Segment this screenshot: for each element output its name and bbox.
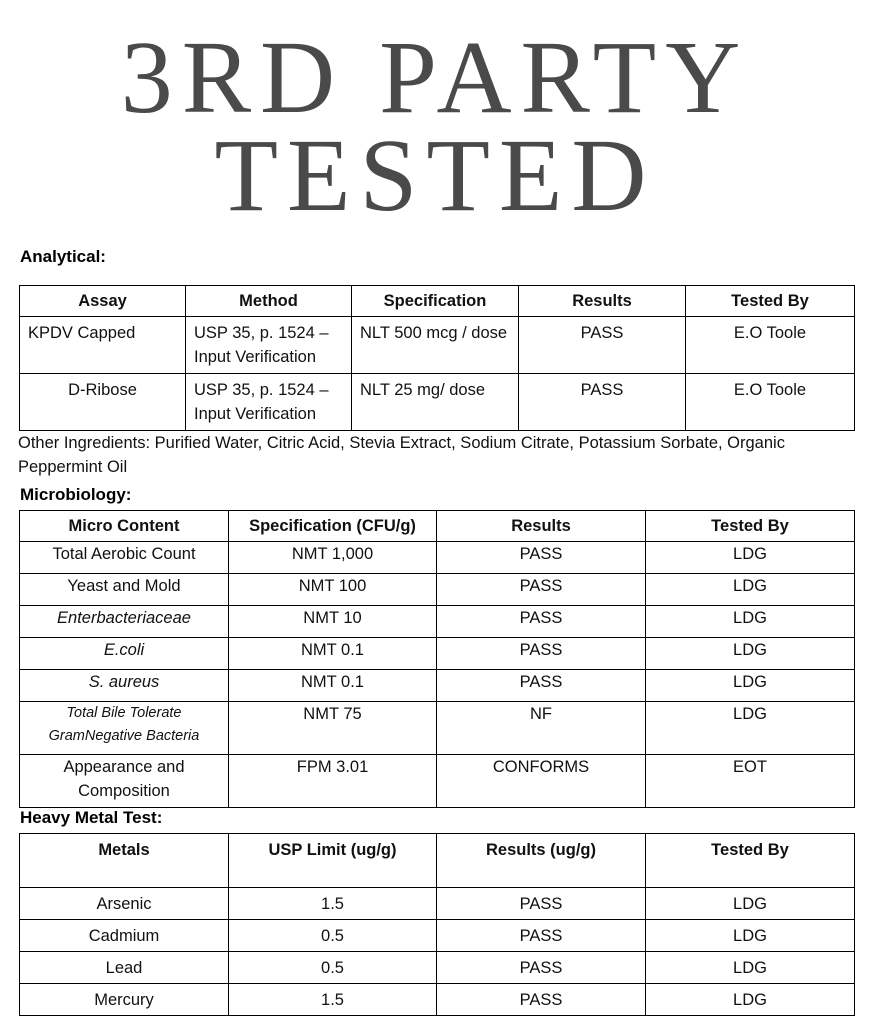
table-header-row <box>20 511 855 542</box>
tested-by-cell: LDG <box>646 952 855 984</box>
metal-cell: Cadmium <box>20 920 229 952</box>
result-cell: CONFORMS <box>437 755 646 808</box>
result-cell: PASS <box>437 670 646 702</box>
specification-cell: NMT 100 <box>229 574 437 606</box>
table-row <box>20 952 855 984</box>
micro-content-cell: Appearance and Composition <box>20 755 229 808</box>
tested-by-cell: LDG <box>646 920 855 952</box>
result-cell: PASS <box>519 317 686 374</box>
page-title-line2: TESTED <box>214 118 656 233</box>
tested-by-cell: EOT <box>646 755 855 808</box>
result-cell: PASS <box>437 542 646 574</box>
specification-cell: FPM 3.01 <box>229 755 437 808</box>
other-ingredients: Other Ingredients: Purified Water, Citric Acid, Stevia Extract, Sodium Citrate, Potassium Sorbate, Organic Peppermint Oil <box>18 434 785 476</box>
result-cell: PASS <box>519 374 686 431</box>
method-cell: USP 35, p. 1524 – Input Verification <box>186 374 352 431</box>
table-row <box>20 374 855 431</box>
limit-cell: 1.5 <box>229 888 437 920</box>
table-row <box>20 984 855 1016</box>
result-cell: PASS <box>437 984 646 1016</box>
result-cell: PASS <box>437 888 646 920</box>
tested-by-cell: E.O Toole <box>686 317 855 374</box>
heavy-metal-table <box>19 833 855 1016</box>
specification-cell: NLT 25 mg/ dose <box>352 374 519 431</box>
column-header: Tested By <box>646 511 855 542</box>
metal-cell: Mercury <box>20 984 229 1016</box>
metal-cell: Lead <box>20 952 229 984</box>
micro-content-cell: E.coli <box>20 638 229 670</box>
column-header: Micro Content <box>20 511 229 542</box>
column-header: USP Limit (ug/g) <box>229 834 437 888</box>
column-header: Tested By <box>686 286 855 317</box>
column-header: Specification <box>352 286 519 317</box>
column-header: Results (ug/g) <box>437 834 646 888</box>
tested-by-cell: LDG <box>646 606 855 638</box>
tested-by-cell: LDG <box>646 670 855 702</box>
limit-cell: 0.5 <box>229 920 437 952</box>
specification-cell: NMT 10 <box>229 606 437 638</box>
micro-content-cell: Total Bile Tolerate GramNegative Bacteria <box>20 702 229 755</box>
result-cell: PASS <box>437 638 646 670</box>
analytical-table <box>19 285 855 431</box>
limit-cell: 0.5 <box>229 952 437 984</box>
table-row <box>20 317 855 374</box>
heavy-metal-label: Heavy Metal Test: <box>20 808 163 827</box>
microbiology-label: Microbiology: <box>20 485 132 504</box>
table-header-row <box>20 834 855 888</box>
specification-cell: NMT 0.1 <box>229 670 437 702</box>
table-row <box>20 920 855 952</box>
micro-content-cell: Enterbacteriaceae <box>20 606 229 638</box>
specification-cell: NMT 0.1 <box>229 638 437 670</box>
table-row <box>20 606 855 638</box>
specification-cell: NMT 1,000 <box>229 542 437 574</box>
table-header-row <box>20 286 855 317</box>
tested-by-cell: LDG <box>646 702 855 755</box>
micro-content-cell: S. aureus <box>20 670 229 702</box>
table-row <box>20 702 855 755</box>
table-row <box>20 542 855 574</box>
assay-cell: KPDV Capped <box>20 317 186 374</box>
table-row <box>20 574 855 606</box>
column-header: Tested By <box>646 834 855 888</box>
column-header: Method <box>186 286 352 317</box>
analytical-label: Analytical: <box>20 247 106 266</box>
table-row <box>20 888 855 920</box>
column-header: Results <box>519 286 686 317</box>
method-cell: USP 35, p. 1524 – Input Verification <box>186 317 352 374</box>
micro-content-cell: Yeast and Mold <box>20 574 229 606</box>
column-header: Assay <box>20 286 186 317</box>
tested-by-cell: LDG <box>646 574 855 606</box>
micro-content-cell: Total Aerobic Count <box>20 542 229 574</box>
metal-cell: Arsenic <box>20 888 229 920</box>
assay-cell: D-Ribose <box>20 374 186 431</box>
tested-by-cell: LDG <box>646 542 855 574</box>
specification-cell: NMT 75 <box>229 702 437 755</box>
column-header: Metals <box>20 834 229 888</box>
result-cell: PASS <box>437 920 646 952</box>
tested-by-cell: LDG <box>646 888 855 920</box>
tested-by-cell: E.O Toole <box>686 374 855 431</box>
tested-by-cell: LDG <box>646 984 855 1016</box>
specification-cell: NLT 500 mcg / dose <box>352 317 519 374</box>
column-header: Results <box>437 511 646 542</box>
limit-cell: 1.5 <box>229 984 437 1016</box>
table-row <box>20 638 855 670</box>
result-cell: PASS <box>437 606 646 638</box>
table-row <box>20 670 855 702</box>
result-cell: PASS <box>437 574 646 606</box>
result-cell: NF <box>437 702 646 755</box>
page-title-line1: 3RD PARTY <box>120 20 750 135</box>
microbiology-table <box>19 510 855 808</box>
tested-by-cell: LDG <box>646 638 855 670</box>
result-cell: PASS <box>437 952 646 984</box>
column-header: Specification (CFU/g) <box>229 511 437 542</box>
table-row <box>20 755 855 808</box>
